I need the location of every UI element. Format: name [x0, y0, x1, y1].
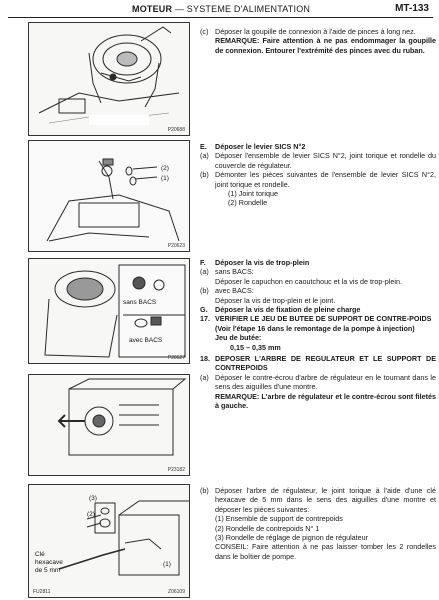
header-rule	[8, 17, 433, 18]
section-17-label: Jeu de butée:	[215, 333, 262, 343]
section-b-item-3: (3) Rondelle de réglage de pignon de régulateur	[215, 533, 369, 543]
section-f-a-text: Déposer le capuchon en caoutchouc et la vis de trop-plein.	[215, 276, 402, 286]
section-c-remark: REMARQUE: Faire attention à ne pas endommager la goupille de connexion. Entourer l'extrémité des pinces avec du ruban.	[215, 36, 436, 55]
section-18-step-a	[200, 373, 436, 392]
figure-connection-pin	[28, 22, 190, 136]
figure-5-illustration	[29, 485, 189, 597]
section-18-a-text: Déposer le contre-écrou d'arbre de régulateur en le tournant dans le sens des aiguilles d'une montre.	[215, 372, 436, 392]
header-title	[132, 4, 310, 14]
figure-sics-lever	[28, 140, 190, 252]
figure-5-label-3: (3)	[89, 495, 97, 502]
section-18-a-marker: (a)	[200, 372, 209, 382]
figure-5-label-2: (2)	[87, 511, 95, 518]
section-f-a-marker: (a)	[200, 267, 209, 277]
section-e-b-marker: (b)	[200, 170, 209, 180]
section-e-a-marker: (a)	[200, 151, 209, 161]
section-e	[200, 142, 436, 208]
page-number: MT-133	[395, 3, 429, 14]
section-f-title: Déposer la vis de trop-plein	[215, 258, 310, 267]
figure-5-label-cle-2: hexacave	[35, 559, 63, 566]
section-b-item-1: (1) Ensemble de support de contrepoids	[215, 514, 343, 524]
section-e-item-2: (2) Rondelle	[228, 198, 268, 208]
section-c-step	[200, 27, 436, 36]
section-c	[200, 27, 436, 55]
figure-hex-key	[28, 484, 190, 598]
figure-4-illustration	[29, 375, 189, 475]
section-e-item-1: (1) Joint torique	[228, 189, 278, 199]
figure-4-code: P23182	[167, 467, 185, 473]
figure-5-label-1: (1)	[163, 561, 171, 568]
figure-5-label-cle-3: de 5 mm	[35, 567, 61, 574]
section-b-text: Déposer l'arbre de régulateur, le joint torique à l'aide d'une clé hexacave de 5 mm dans le sens des aiguilles d'une montre et déposer les pièces suivantes:	[215, 486, 436, 514]
section-17-note: (Voir l'étape 16 dans le remontage de la pompe à injection)	[215, 323, 415, 333]
figure-1-blank-area	[89, 115, 149, 125]
figure-5-label-cle-1: Clé	[35, 551, 45, 558]
section-e-step-a	[200, 151, 436, 170]
section-f-heading	[200, 258, 436, 267]
section-b-conseil: CONSEIL: Faire attention à ne pas laisser tomber les 2 rondelles dans le boîtier de pompe.	[215, 542, 436, 561]
section-e-step-b	[200, 170, 436, 189]
section-g-heading	[200, 305, 436, 314]
section-e-title: Déposer le levier SICS N°2	[215, 142, 306, 151]
section-b	[200, 486, 436, 561]
figure-overflow-screw	[28, 258, 190, 364]
section-f-b-marker: (b)	[200, 286, 209, 296]
figure-2-illustration	[29, 141, 189, 251]
section-g-marker: G.	[200, 305, 208, 315]
section-17-value: 0,15 – 0,35 mm	[230, 342, 281, 352]
figure-1-code: P20688	[167, 127, 185, 133]
section-c-text: Déposer la goupille de connexion à l'aide de pinces à long nez.	[215, 27, 416, 36]
header-title-rest: — SYSTEME D'ALIMENTATION	[172, 4, 311, 14]
section-b-item-2: (2) Rondelle de contrepoids N° 1	[215, 523, 320, 533]
figure-3-code: P20627	[167, 355, 185, 361]
section-g-title: Déposer la vis de fixation de pleine charge	[215, 305, 361, 315]
section-17-heading	[200, 314, 436, 323]
figure-3-illustration	[29, 259, 189, 363]
section-17-marker: 17.	[200, 314, 210, 324]
section-f-a-label: sans BACS:	[215, 267, 254, 277]
section-f-to-18	[200, 258, 436, 411]
figure-2-label-2: (2)	[161, 165, 169, 172]
section-f-b-text: Déposer la vis de trop-plein et le joint.	[215, 295, 336, 305]
section-f-step-a	[200, 267, 436, 276]
section-18-remark: REMARQUE: L'arbre de régulateur et le contre-écrou sont filetés à gauche.	[215, 391, 436, 411]
section-f-step-b	[200, 286, 436, 295]
figure-5-code: Z06109	[168, 589, 185, 595]
section-f-b-label: avec BACS:	[215, 286, 254, 296]
page-header	[0, 0, 439, 20]
figure-3-label-avec-bacs: avec BACS	[129, 337, 163, 344]
section-18-title: DEPOSER L'ARBRE DE REGULATEUR ET LE SUPPORT DE CONTREPOIDS	[215, 354, 436, 373]
section-18-heading	[200, 354, 436, 373]
figure-3-label-sans-bacs: sans BACS	[123, 299, 157, 306]
section-17-title: VERIFIER LE JEU DE BUTEE DE SUPPORT DE CONTRE-POIDS	[215, 314, 432, 324]
figure-2-label-1: (1)	[161, 175, 169, 182]
figure-governor-shaft	[28, 374, 190, 476]
section-e-b-text: Démonter les pièces suivantes de l'ensemble de levier SICS N°2, joint torique et rondelle.	[215, 170, 436, 189]
figure-2-code: P20623	[167, 243, 185, 249]
header-title-bold: MOTEUR	[132, 4, 173, 14]
section-c-marker: (c)	[200, 27, 209, 36]
section-b-step	[200, 486, 436, 514]
section-e-marker: E.	[200, 142, 207, 151]
section-18-marker: 18.	[200, 354, 210, 364]
figure-5-code-left: FU2811	[33, 589, 51, 595]
section-b-marker: (b)	[200, 486, 209, 495]
section-e-heading	[200, 142, 436, 151]
section-f-marker: F.	[200, 258, 206, 267]
section-e-a-text: Déposer l'ensemble de levier SICS N°2, joint torique et rondelle du couvercle de régulateur.	[215, 151, 436, 170]
